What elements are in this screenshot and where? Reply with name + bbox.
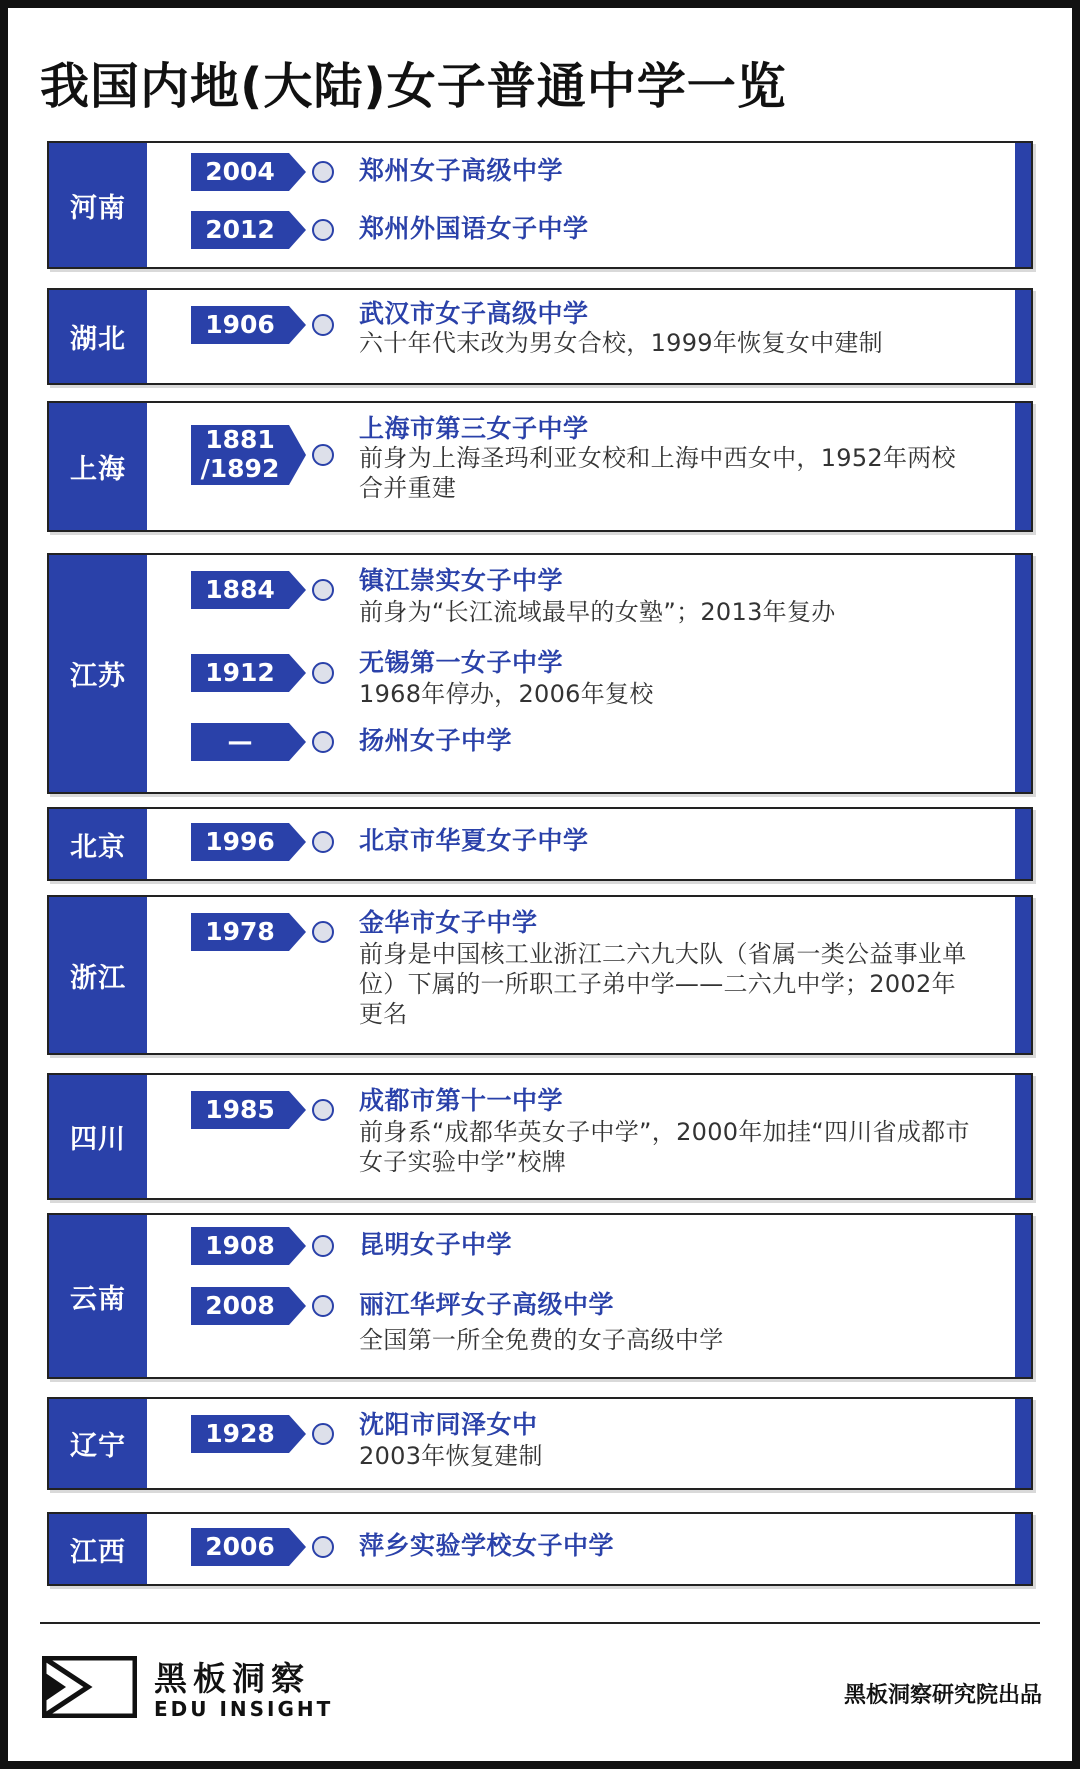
year-tag [191, 306, 306, 344]
year-tag [191, 425, 306, 485]
school-note: 六十年代末改为男女合校，1999年恢复女中建制 [359, 329, 883, 357]
school-name: 成都市第十一中学 [359, 1086, 564, 1115]
school-name: 郑州女子高级中学 [359, 156, 564, 185]
province-card [47, 288, 1033, 385]
card-accent-strip [1015, 809, 1031, 879]
arrow-icon [289, 823, 306, 861]
year-tag [191, 153, 306, 191]
arrow-icon [289, 425, 306, 485]
year-label: — [191, 723, 289, 761]
province-card [47, 1397, 1033, 1490]
province-label: 北京 [49, 809, 147, 879]
arrow-icon [289, 1091, 306, 1129]
timeline-dot-icon [312, 314, 334, 336]
footer-divider [40, 1622, 1040, 1624]
school-note: 全国第一所全免费的女子高级中学 [359, 1326, 724, 1354]
card-accent-strip [1015, 403, 1031, 530]
arrow-icon [289, 1415, 306, 1453]
year-tag [191, 1227, 306, 1265]
school-name: 扬州女子中学 [359, 726, 513, 755]
school-name: 昆明女子中学 [359, 1230, 513, 1259]
school-name: 武汉市女子高级中学 [359, 299, 589, 328]
year-tag [191, 571, 306, 609]
year-label: 2012 [191, 211, 289, 249]
year-label: 2006 [191, 1528, 289, 1566]
school-note: 2003年恢复建制 [359, 1442, 543, 1470]
card-accent-strip [1015, 143, 1031, 267]
province-card [47, 1512, 1033, 1586]
arrow-icon [289, 571, 306, 609]
year-label: 1912 [191, 654, 289, 692]
year-label: 1884 [191, 571, 289, 609]
province-card [47, 141, 1033, 269]
school-name: 无锡第一女子中学 [359, 648, 564, 677]
school-note: 前身是中国核工业浙江二六九大队（省属一类公益事业单位）下属的一所职工子弟中学——二六九中学；2002年更名 [359, 940, 967, 1028]
school-name: 镇江崇实女子中学 [359, 566, 564, 595]
year-tag [191, 723, 306, 761]
edu-insight-logo-icon [42, 1656, 137, 1718]
province-card [47, 895, 1033, 1055]
timeline-dot-icon [312, 831, 334, 853]
card-accent-strip [1015, 290, 1031, 383]
timeline-dot-icon [312, 921, 334, 943]
school-note: 前身为“长江流域最早的女塾”；2013年复办 [359, 598, 836, 626]
province-card [47, 1213, 1033, 1379]
timeline-dot-icon [312, 1536, 334, 1558]
year-label: 1881 /1892 [191, 425, 289, 485]
school-note: 1968年停办，2006年复校 [359, 680, 654, 708]
year-tag [191, 1091, 306, 1129]
school-name: 萍乡实验学校女子中学 [359, 1531, 615, 1560]
province-label: 云南 [49, 1215, 147, 1377]
year-label: 2008 [191, 1287, 289, 1325]
card-accent-strip [1015, 555, 1031, 792]
school-note: 前身为上海圣玛利亚女校和上海中西女中，1952年两校合并重建 [359, 444, 956, 502]
year-label: 1906 [191, 306, 289, 344]
timeline-dot-icon [312, 662, 334, 684]
timeline-dot-icon [312, 1423, 334, 1445]
year-tag [191, 211, 306, 249]
timeline-dot-icon [312, 579, 334, 601]
arrow-icon [289, 1227, 306, 1265]
year-label: 2004 [191, 153, 289, 191]
card-accent-strip [1015, 1215, 1031, 1377]
year-label: 1985 [191, 1091, 289, 1129]
school-name: 上海市第三女子中学 [359, 414, 589, 443]
timeline-dot-icon [312, 731, 334, 753]
province-card [47, 1073, 1033, 1200]
province-card [47, 553, 1033, 794]
school-name: 北京市华夏女子中学 [359, 826, 589, 855]
province-card [47, 807, 1033, 881]
producer-credit: 黑板洞察研究院出品 [843, 1683, 1042, 1708]
arrow-icon [289, 1528, 306, 1566]
year-tag [191, 1415, 306, 1453]
arrow-icon [289, 913, 306, 951]
province-label: 江西 [49, 1514, 147, 1584]
arrow-icon [289, 306, 306, 344]
year-tag [191, 654, 306, 692]
timeline-dot-icon [312, 1295, 334, 1317]
timeline-dot-icon [312, 444, 334, 466]
year-tag [191, 1528, 306, 1566]
arrow-icon [289, 1287, 306, 1325]
year-tag [191, 823, 306, 861]
province-label: 辽宁 [49, 1399, 147, 1488]
year-label: 1928 [191, 1415, 289, 1453]
timeline-dot-icon [312, 219, 334, 241]
province-card [47, 401, 1033, 532]
year-label: 1978 [191, 913, 289, 951]
arrow-icon [289, 654, 306, 692]
timeline-dot-icon [312, 1235, 334, 1257]
page-title: 我国内地(大陆)女子普通中学一览 [40, 58, 787, 115]
infographic-page [8, 8, 1072, 1761]
school-name: 丽江华坪女子高级中学 [359, 1290, 615, 1319]
province-label: 湖北 [49, 290, 147, 383]
card-accent-strip [1015, 897, 1031, 1053]
card-accent-strip [1015, 1514, 1031, 1584]
timeline-dot-icon [312, 161, 334, 183]
province-label: 河南 [49, 143, 147, 267]
arrow-icon [289, 211, 306, 249]
province-label: 浙江 [49, 897, 147, 1053]
school-name: 郑州外国语女子中学 [359, 214, 589, 243]
year-tag [191, 1287, 306, 1325]
card-accent-strip [1015, 1075, 1031, 1198]
year-label: 1996 [191, 823, 289, 861]
province-label: 江苏 [49, 555, 147, 792]
province-label: 上海 [49, 403, 147, 530]
arrow-icon [289, 723, 306, 761]
logo-english-name: EDU INSIGHT [154, 1697, 334, 1721]
province-label: 四川 [49, 1075, 147, 1198]
school-name: 金华市女子中学 [359, 908, 538, 937]
school-note: 前身系“成都华英女子中学”，2000年加挂“四川省成都市女子实验中学”校牌 [359, 1118, 970, 1176]
logo-chinese-name: 黑板洞察 [154, 1659, 310, 1698]
year-tag [191, 913, 306, 951]
school-name: 沈阳市同泽女中 [359, 1410, 538, 1439]
card-accent-strip [1015, 1399, 1031, 1488]
year-label: 1908 [191, 1227, 289, 1265]
timeline-dot-icon [312, 1099, 334, 1121]
arrow-icon [289, 153, 306, 191]
